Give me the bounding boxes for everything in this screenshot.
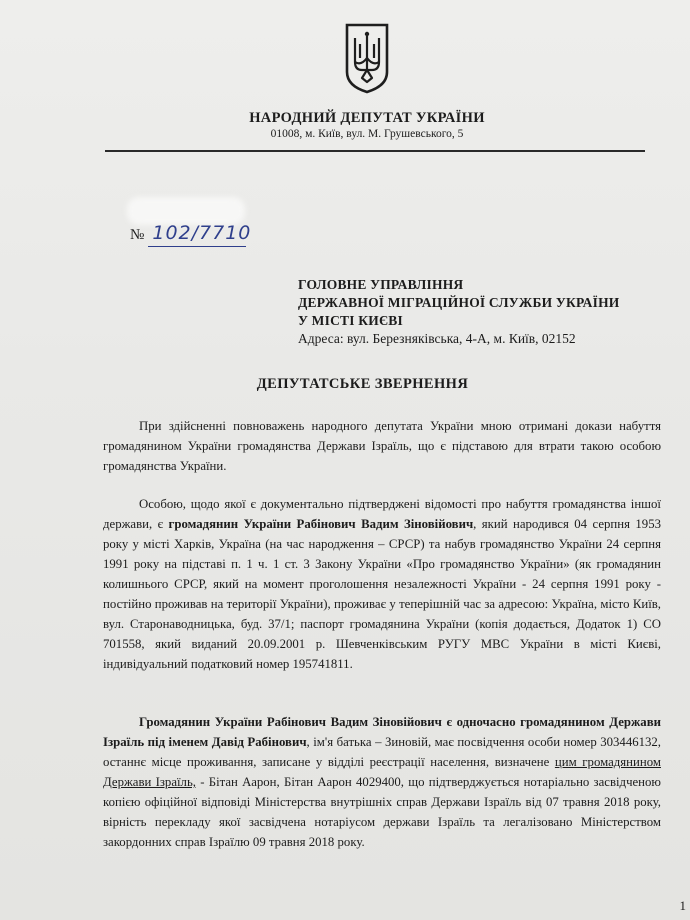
paragraph-3-text-2: - Бітан Аарон, Бітан Аарон 4029400, що підтверджується нотаріально засвідченою копією офіційної відповіді Міністерства внутрішніх справ Держави Ізраїль від 07 травня 2018 року, вірність перекладу якої засвідчена нотаріусом держави Ізраїль та легалізовано Міністерством закордонних справ Ізраїлю 09 травня 2018 року. [103,775,661,849]
recipient-address: Адреса: вул. Березняківська, 4-А, м. Київ, 02152 [298,331,576,346]
recipient-block [298,276,658,348]
paragraph-2 [103,494,661,674]
paragraph-2-text-2: , який народився 04 серпня 1953 року у місті Харків, Україна (на час народження – СРСР) та набув громадянство України 24 серпня 1991 року на підставі п. 1 ч. 1 ст. 3 Закону України «Про громадянство України» (як громадянин колишнього СРСР, який на момент проголошення незалежності України - 24 серпня 1991 року - постійно проживав на території України), проживає у теперішній час за адресою: Україна, місто Київ, вул. Старонаводницька, буд. 37/1; паспорт громадянина України (копія додається, Додаток 1) СО 701558, який виданий 20.09.2001 р. Шевченківським РУГУ МВС України в місті Києві, індивідуальний податковий номер 195741811. [103,517,661,671]
registration-prefix: № [130,227,146,243]
recipient-line-3: У МІСТІ КИЄВІ [298,313,403,328]
document-title: ДЕПУТАТСЬКЕ ЗВЕРНЕННЯ [256,376,469,392]
paragraph-3-text-1: , ім'я батька – Зиновій, має посвідчення особи номер 303446132, останнє місце проживання, записане у відділі реєстрації населення, визначене [103,735,662,769]
registration-underline [148,246,246,247]
paragraph-2-text-1: Особою, щодо якої є документально підтверджені відомості про набуття громадянства іншої держави, є [103,497,661,531]
recipient-line-1: ГОЛОВНЕ УПРАВЛІННЯ [298,277,464,292]
header-divider [105,150,645,152]
registration-value: 102/7710 [152,222,252,244]
trident-coat-of-arms-icon [343,22,391,94]
paragraph-3-bold: Громадянин України Рабінович Вадим Зіновійович є одночасно громадянином Держави Ізраїль під іменем Давід Рабінович [103,715,661,749]
person-name: громадянин України Рабінович Вадим Зіновійович [168,517,474,531]
registration-number [130,222,251,244]
paragraph-1: При здійсненні повноважень народного депутата України мною отримані докази набуття громадянином України громадянства Держави Ізраїль, що є підставою для втрати такою особою громадянства України. [103,419,661,473]
recipient-line-2: ДЕРЖАВНОЇ МІГРАЦІЙНОЇ СЛУЖБИ УКРАЇНИ [298,295,620,310]
paragraph-3 [103,712,661,852]
redacted-area [127,197,245,225]
page-number: 1 [679,898,686,913]
deputy-title: НАРОДНИЙ ДЕПУТАТ УКРАЇНИ [249,110,485,126]
paragraph-3-underlined: цим громадянином Держави Ізраїль, [103,755,661,789]
deputy-address: 01008, м. Київ, вул. М. Грушевського, 5 [270,128,464,140]
